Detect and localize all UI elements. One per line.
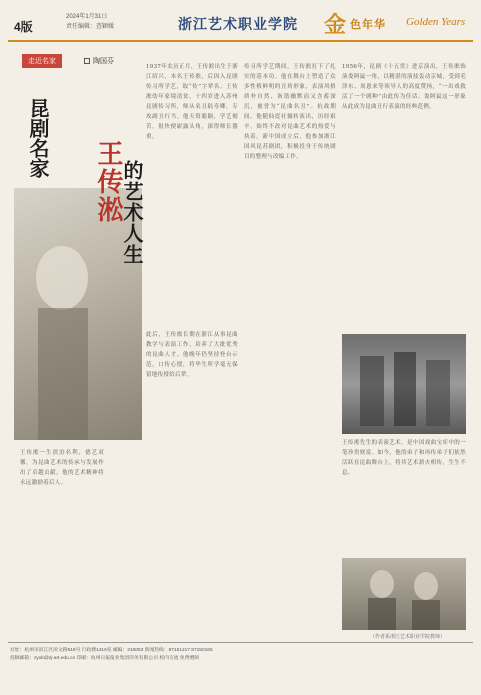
article-column-2: 传习所学艺期间，王传淞打下了扎实的基本功。他在舞台上塑造了众多性格鲜明的丑角形象，表演风格质朴自然、诙谐幽默而又含蓄深沉，被誉为“昆曲名丑”。抗战期间，他随仙霓社辗转演出，历经艰辛，始终不改对昆曲艺术的热爱与执着。新中国成立后，他参加浙江国风昆苏剧团，积极投身于传统剧目的整理与改编工作。 [244, 64, 336, 160]
footer-rule [8, 642, 473, 643]
footer-address: 社址：杭州市滨江区滨文路518号 行政楼1416室 邮编：310053 新闻热线：87151217 87150165 [10, 648, 213, 653]
column-label: 走近名家 [22, 54, 62, 68]
article-column-1: 1937年农历正月，王传淞出生于浙江绍兴，本名王传淞，后因入昆剧传习所学艺，取“传”字辈名。王传淞幼年家境清贫，十四岁进入苏州昆剧传习所，师从名丑陆寿卿，专攻副丑行当。他天资聪颖，学艺刻苦，很快便崭露头角，深得师长器重。 [146, 64, 238, 140]
author-box-icon [84, 58, 90, 64]
stage-photo [342, 334, 466, 434]
title-line-3: 的艺术人生 [120, 160, 144, 265]
school-name: 浙江艺术职业学院 [178, 17, 298, 33]
newspaper-footer [0, 642, 481, 695]
editor-credit: 责任编辑：查颖媛 [66, 24, 115, 30]
newspaper-header [0, 0, 481, 48]
group-illustration [342, 558, 466, 630]
article-column-5: 王传淞一生淡泊名利，德艺双馨，为昆曲艺术的传承与发展作出了卓越贡献，他的艺术精神将永远激励着后人。 [20, 450, 104, 486]
stage-illustration [342, 334, 466, 434]
footer-contact: 投稿邮箱：zyxb@zj-art.edu.cn 印刷：杭州日报报业集团印务有限公司 校内交流 免费赠阅 [10, 656, 200, 661]
article-column-6: 王传淞先生的表演艺术，是中国戏曲宝库中的一笔珍贵财富。如今，他的弟子和再传弟子们依然活跃在昆曲舞台上，将其艺术薪火相传，生生不息。 [342, 440, 466, 476]
author-line [84, 56, 114, 66]
title-name: 王传淞 [93, 140, 123, 224]
title-line-1: 昆剧名家 [26, 98, 50, 178]
section-title-en: Golden Years [406, 16, 466, 28]
article-column-3: 1956年，昆剧《十五贯》进京演出，王传淞饰演娄阿鼠一角，以精湛的演技轰动京城，受到毛泽东、周恩来等领导人的高度赞扬，“一出戏救活了一个剧种”由此传为佳话。娄阿鼠这一形象从此成为昆曲丑行表演的经典范例。 [342, 64, 466, 110]
issue-date: 2024年1月31日 [66, 14, 108, 20]
header-meta [66, 12, 114, 32]
author-note: （作者系浙江艺术职业学院教师） [370, 634, 446, 640]
header-rule [8, 40, 473, 42]
article-column-4: 此后，王传淞长期在浙江从事昆曲教学与表演工作，培养了大批优秀的昆曲人才。他晚年仍坚持登台示范，口传心授，将毕生所学毫无保留地传授给后辈。 [146, 332, 238, 378]
page-number: 4版 [14, 20, 33, 34]
group-photo [342, 558, 466, 630]
author-name: 陶国芬 [93, 58, 114, 65]
section-logo-char: 金 [324, 12, 347, 38]
section-title: 色年华 [350, 18, 386, 31]
